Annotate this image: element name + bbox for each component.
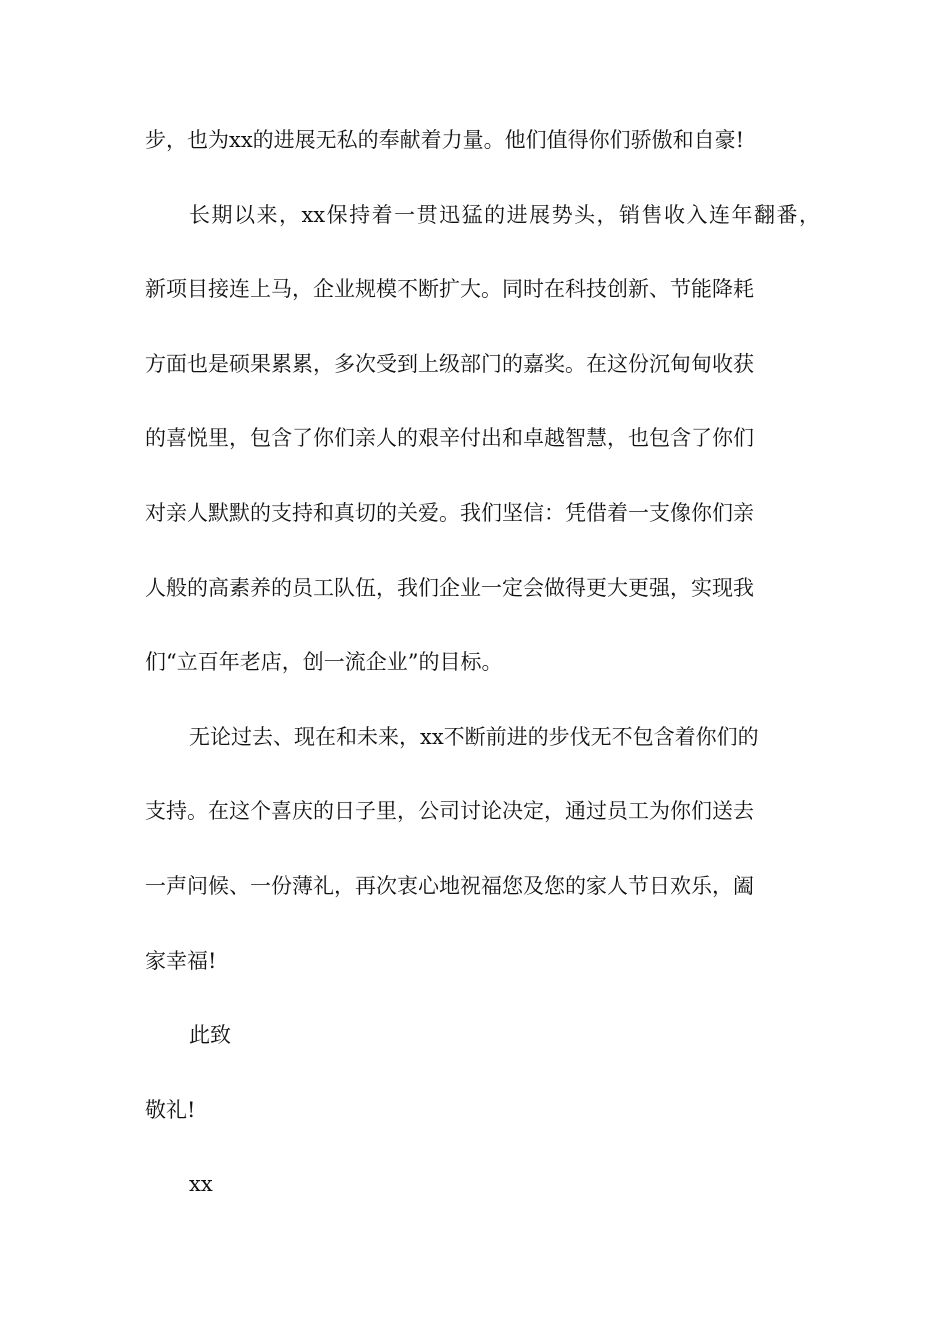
closing-regards: 敬礼! <box>145 1097 196 1122</box>
letter-body <box>145 130 820 1249</box>
text-line: 无论过去、现在和未来，xx不断前进的步伐无不包含着你们的 <box>189 724 759 749</box>
text-line: 方面也是硕果累累，多次受到上级部门的嘉奖。在这份沉甸甸收获 <box>145 351 754 376</box>
text-line: 的喜悦里，包含了你们亲人的艰辛付出和卓越智慧，也包含了你们 <box>145 426 754 451</box>
closing-salutation: 此致 <box>189 1023 231 1048</box>
text-line: 人般的高素养的员工队伍，我们企业一定会做得更大更强，实现我 <box>145 575 754 600</box>
text-line: 支持。在这个喜庆的日子里，公司讨论决定，通过员工为你们送去 <box>145 799 754 824</box>
signature: xx <box>189 1172 213 1197</box>
text-line: 对亲人默默的支持和真切的关爱。我们坚信：凭借着一支像你们亲 <box>145 500 754 525</box>
text-line: 们“立百年老店，创一流企业”的目标。 <box>145 650 503 675</box>
text-line: 一声问候、一份薄礼，再次衷心地祝福您及您的家人节日欢乐，阖 <box>145 873 754 898</box>
text-line: 步，也为xx的进展无私的奉献着力量。他们值得你们骄傲和自豪! <box>145 128 745 152</box>
text-line: 家幸福! <box>145 948 217 973</box>
text-line: 新项目接连上马，企业规模不断扩大。同时在科技创新、节能降耗 <box>145 277 754 302</box>
text-line: 长期以来，xx保持着一贯迅猛的进展势头，销售收入连年翻番， <box>189 202 820 227</box>
